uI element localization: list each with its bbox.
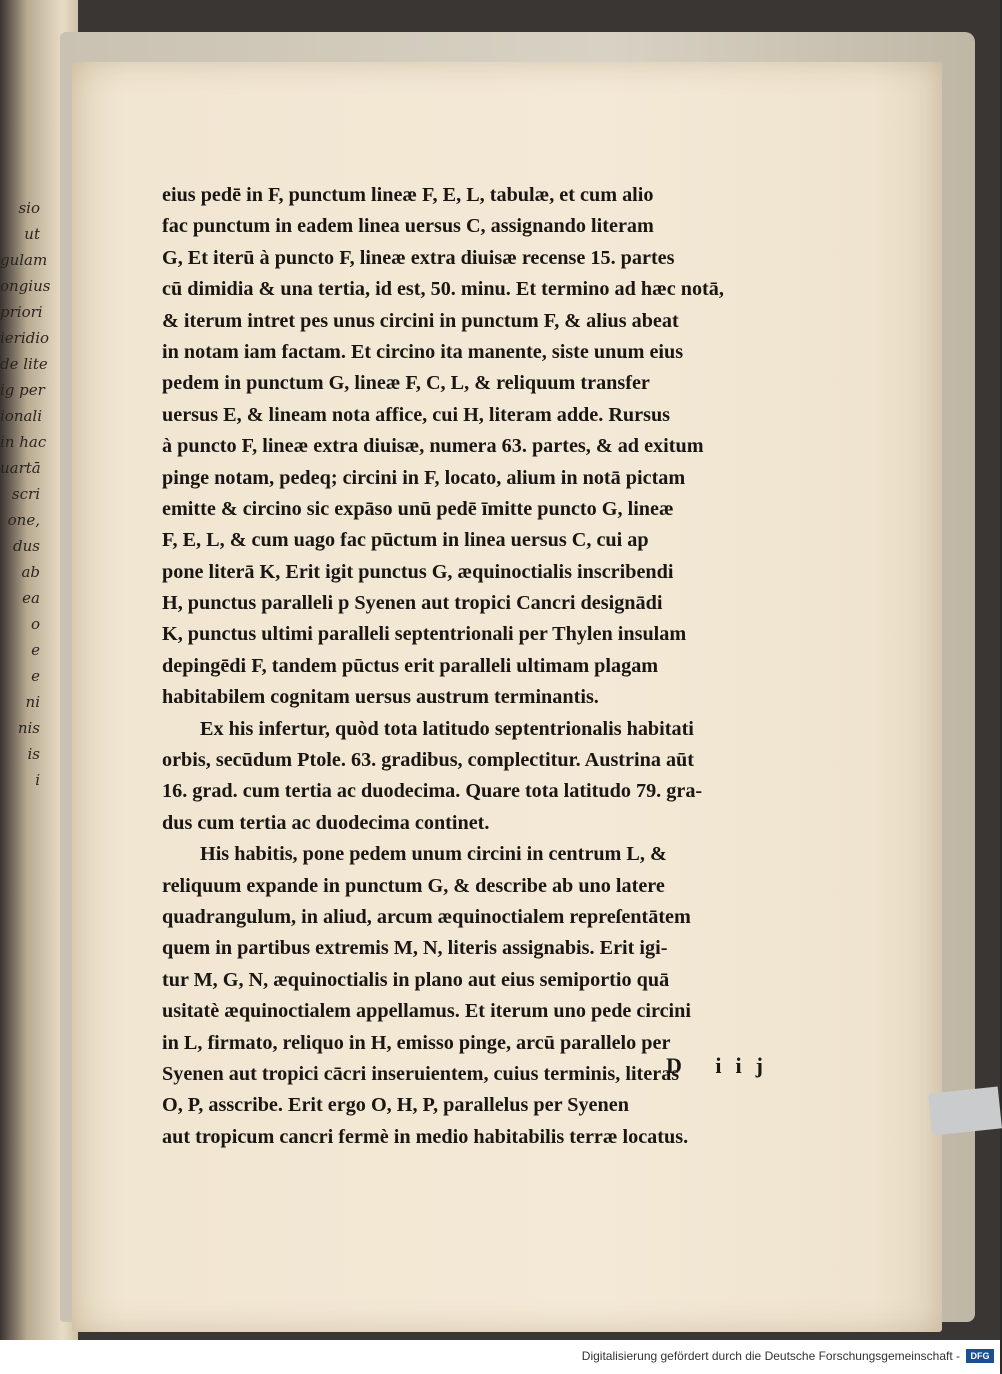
text-line: orbis, secūdum Ptole. 63. gradibus, complectitur. Austrina aūt <box>162 749 694 772</box>
signature-mark: D iij <box>666 1053 777 1078</box>
text-line: tur M, G, N, æquinoctialis in plano aut eius semiportio quā <box>162 968 670 991</box>
margin-fragment: one, <box>7 511 40 529</box>
margin-fragment: ea <box>22 589 40 607</box>
text-line: pone literā K, Erit igit punctus G, æquinoctialis inscribendi <box>162 560 674 583</box>
margin-fragment: ongius <box>0 277 51 295</box>
text-line: reliquum expande in punctum G, & describe ab uno latere <box>162 874 665 897</box>
margin-fragment: ut <box>24 225 40 243</box>
text-line: pedem in punctum G, lineæ F, C, L, & reliquum transfer <box>162 372 650 395</box>
text-line: O, P, asscribe. Erit ergo O, H, P, parallelus per Syenen <box>162 1094 629 1117</box>
text-line: in notam iam factam. Et circino ita manente, siste unum eius <box>162 340 684 363</box>
margin-fragment: ig per <box>0 381 45 399</box>
text-line: His habitis, pone pedem unum circini in centrum L, & <box>200 843 667 866</box>
margin-fragment: i <box>35 771 40 789</box>
margin-fragment: sio <box>18 199 40 217</box>
margin-fragment: nis <box>17 719 40 737</box>
text-line: K, punctus ultimi paralleli septentrionali per Thylen insulam <box>162 623 687 646</box>
text-line: habitabilem cognitam uersus austrum terminantis. <box>162 686 599 709</box>
text-line: Syenen aut tropici cācri inseruientem, cuius terminis, literas <box>162 1062 680 1085</box>
text-line: usitatè æquinoctialem appellamus. Et iterum uno pede circini <box>162 1000 691 1023</box>
text-line: cū dimidia & una tertia, id est, 50. minu. Et termino ad hæc notā, <box>162 278 724 301</box>
text-line: H, punctus paralleli p Syenen aut tropici Cancri designādi <box>162 592 663 615</box>
text-line: depingēdi F, tandem pūctus erit paralleli ultimam plagam <box>162 654 659 677</box>
text-line: eius pedē in F, punctum lineæ F, E, L, tabulæ, et cum alio <box>162 184 654 206</box>
text-line: 16. grad. cum tertia ac duodecima. Quare tota latitudo 79. gra- <box>162 780 703 803</box>
text-line: & iterum intret pes unus circini in punctum F, & alius abeat <box>162 309 679 332</box>
text-line: emitte & circino sic expāso unū pedē īmitte puncto G, lineæ <box>162 497 674 520</box>
margin-fragment: gulam <box>0 251 48 269</box>
margin-fragment: de lite <box>0 355 48 373</box>
text-line: fac punctum in eadem linea uersus C, assignando literam <box>162 215 654 238</box>
marker-tab <box>928 1086 1002 1135</box>
margin-fragment: o <box>30 615 40 633</box>
text-line: uersus E, & lineam nota affice, cui H, literam adde. Rursus <box>162 403 671 426</box>
margin-fragment: e <box>31 667 40 685</box>
text-line: F, E, L, & cum uago fac pūctum in linea uersus C, cui ap <box>162 529 649 552</box>
text-line: in L, firmato, reliquo in H, emisso pinge, arcū parallelo per <box>162 1031 671 1054</box>
margin-fragment: ni <box>25 693 40 711</box>
margin-fragment: uartā <box>0 459 41 477</box>
text-line: pinge notam, pedeq; circini in F, locato, alium in notā pictam <box>162 466 686 489</box>
footer-bar <box>0 1340 1000 1374</box>
text-line: à puncto F, lineæ extra diuisæ, numera 63. partes, & ad exitum <box>162 435 704 458</box>
margin-fragment: e <box>31 641 40 659</box>
margin-fragment: scri <box>11 485 40 503</box>
text-line: aut tropicum cancri fermè in medio habitabilis terræ locatus. <box>162 1125 689 1148</box>
dfg-logo: DFG <box>966 1349 994 1363</box>
margin-fragment: ieridio <box>0 329 50 347</box>
margin-fragment: dus <box>13 537 40 555</box>
text-line: dus cum tertia ac duodecima continet. <box>162 811 490 834</box>
text-line: Ex his infertur, quòd tota latitudo septentrionalis habitati <box>200 717 694 740</box>
page-text <box>162 180 802 1153</box>
text-line: quadrangulum, in aliud, arcum æquinoctialem repreſentātem <box>162 905 691 928</box>
text-line: quem in partibus extremis M, N, literis assignabis. Erit igi- <box>162 937 668 960</box>
margin-fragment: ionali <box>0 407 43 425</box>
margin-fragments <box>0 195 51 793</box>
footer-credit: Digitalisierung gefördert durch die Deutsche Forschungsgemeinschaft - <box>581 1349 960 1363</box>
margin-fragment: priori <box>0 303 43 321</box>
margin-fragment: is <box>27 745 40 763</box>
margin-fragment: in hac <box>0 433 47 451</box>
margin-fragment: ab <box>21 563 40 581</box>
text-line: G, Et iterū à puncto F, lineæ extra diuisæ recense 15. partes <box>162 246 675 269</box>
